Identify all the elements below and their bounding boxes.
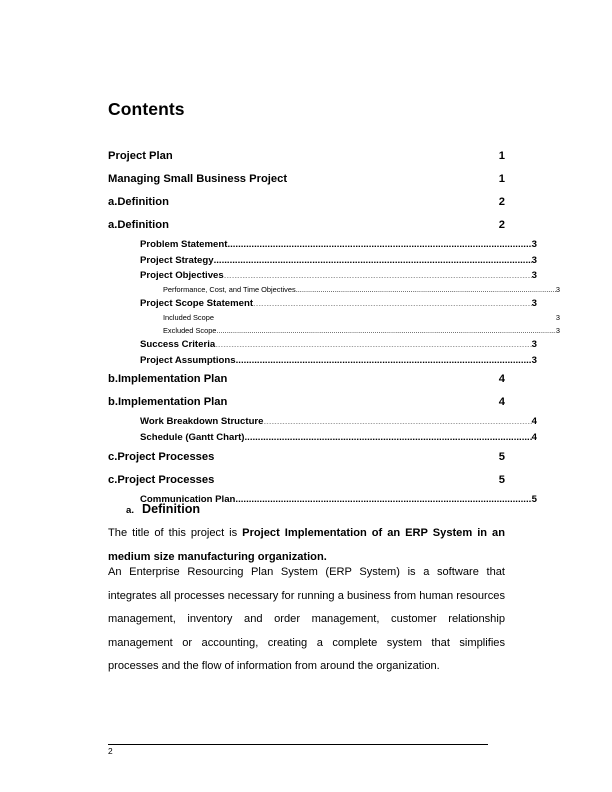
- toc-dot-leader: [169, 194, 499, 205]
- toc-entry-label: b.Implementation Plan: [108, 396, 228, 409]
- toc-entry-label: Work Breakdown Structure: [140, 416, 264, 428]
- toc-entry-label: Project Assumptions: [140, 354, 236, 366]
- toc-entry-label: Included Scope: [163, 312, 214, 322]
- toc-entry[interactable]: [108, 168, 505, 191]
- toc-entry-label: a.Definition: [108, 219, 169, 231]
- toc-entry-page-number: 3: [555, 325, 560, 335]
- toc-entry-label: c.Project Processes: [108, 473, 215, 486]
- toc-entry-label: Problem Statement: [140, 239, 228, 250]
- toc-dot-leader: [215, 338, 531, 348]
- footer-divider: [108, 744, 488, 745]
- toc-entry-label: Excluded Scope: [163, 325, 217, 335]
- section-marker: a.: [126, 505, 135, 516]
- toc-entry-page-number: 3: [555, 284, 560, 294]
- toc-entry[interactable]: [108, 446, 505, 469]
- toc-entry-page-number: 3: [531, 254, 537, 266]
- toc-entry-page-number: 5: [498, 450, 505, 463]
- toc-entry[interactable]: [108, 191, 505, 214]
- toc-entry[interactable]: [108, 469, 505, 492]
- toc-entry[interactable]: [108, 253, 537, 269]
- toc-entry-page-number: 3: [555, 312, 560, 322]
- toc-entry-page-number: 5: [531, 493, 537, 505]
- toc-entry-page-number: 2: [498, 196, 505, 208]
- toc-entry[interactable]: [108, 337, 537, 353]
- toc-entry-label: Success Criteria: [140, 339, 216, 351]
- toc-dot-leader: [227, 237, 531, 247]
- toc-dot-leader: [287, 171, 499, 182]
- toc-entry-page-number: 1: [498, 150, 505, 162]
- toc-dot-leader: [253, 297, 532, 307]
- toc-entry-page-number: 5: [498, 473, 505, 486]
- toc-dot-leader: [227, 394, 498, 405]
- toc-dot-leader: [214, 253, 532, 263]
- toc-dot-leader: [214, 471, 498, 482]
- toc-entry-label: Managing Small Business Project: [108, 173, 288, 185]
- page-title: Contents: [108, 99, 185, 119]
- toc-entry[interactable]: [108, 430, 537, 446]
- toc-entry-label: Performance, Cost, and Time Objectives: [163, 284, 296, 294]
- toc-dot-leader: [214, 313, 556, 320]
- toc-dot-leader: [216, 325, 555, 332]
- toc-entry-page-number: 4: [498, 373, 505, 386]
- toc-entry[interactable]: [108, 353, 537, 369]
- toc-entry-label: Project Plan: [108, 150, 173, 162]
- toc-entry[interactable]: [108, 214, 505, 237]
- section-title: Definition: [142, 502, 201, 516]
- toc-entry-page-number: 3: [531, 354, 537, 366]
- paragraph-erp-description: An Enterprise Resourcing Plan System (ERP System) is a software that integrates all processes necessary for running a business from human resources management, inventory and order management, customer relationship management or accounting, creating a complete system that simplifies processes and the flow of information from around the organization.: [108, 566, 505, 673]
- paragraph-prefix: The title of this project is: [108, 527, 243, 539]
- toc-entry-label: Project Strategy: [140, 254, 214, 266]
- toc-entry[interactable]: [108, 268, 537, 284]
- toc-entry[interactable]: [108, 237, 537, 253]
- footer-page-number: 2: [108, 746, 113, 756]
- toc-entry-label: b.Implementation Plan: [108, 373, 228, 386]
- toc-entry-page-number: 4: [531, 431, 537, 443]
- toc-entry[interactable]: [108, 325, 560, 338]
- toc-entry-label: a.Definition: [108, 196, 169, 208]
- toc-entry[interactable]: [108, 296, 537, 312]
- toc-dot-leader: [224, 269, 532, 279]
- toc-entry-label: Project Scope Statement: [140, 298, 254, 310]
- toc-entry[interactable]: [108, 368, 505, 391]
- toc-dot-leader: [244, 430, 531, 440]
- toc-entry-label: Schedule (Gantt Chart): [140, 431, 245, 443]
- section-heading: [108, 500, 505, 520]
- toc-entry[interactable]: [108, 312, 560, 325]
- toc-entry-page-number: 3: [531, 339, 537, 351]
- toc-entry-page-number: 1: [498, 173, 505, 185]
- toc-dot-leader: [173, 148, 499, 159]
- toc-entry-page-number: 4: [498, 396, 505, 409]
- paragraph-bold-title: Project Implementation of an ERP System in an medium size manufacturing organization.: [108, 527, 506, 563]
- toc-entry[interactable]: [108, 145, 505, 168]
- toc-entry[interactable]: [108, 414, 537, 430]
- toc-entry-page-number: 3: [531, 270, 537, 282]
- toc-dot-leader: [214, 448, 498, 459]
- toc-entry-label: Project Objectives: [140, 270, 224, 282]
- toc-entry-page-number: 3: [531, 239, 537, 250]
- toc-entry[interactable]: [108, 391, 505, 414]
- toc-dot-leader: [264, 415, 532, 425]
- toc-entry[interactable]: [108, 284, 560, 297]
- toc-entry-page-number: 2: [498, 219, 505, 231]
- toc-dot-leader: [236, 353, 532, 363]
- toc-entry-page-number: 4: [531, 416, 537, 428]
- toc-entry-page-number: 3: [531, 298, 537, 310]
- table-of-contents: [108, 145, 560, 507]
- toc-entry-label: Communication Plan: [140, 493, 236, 505]
- toc-entry-label: c.Project Processes: [108, 450, 215, 463]
- toc-dot-leader: [227, 371, 498, 382]
- toc-dot-leader: [296, 284, 556, 291]
- toc-dot-leader: [169, 217, 499, 228]
